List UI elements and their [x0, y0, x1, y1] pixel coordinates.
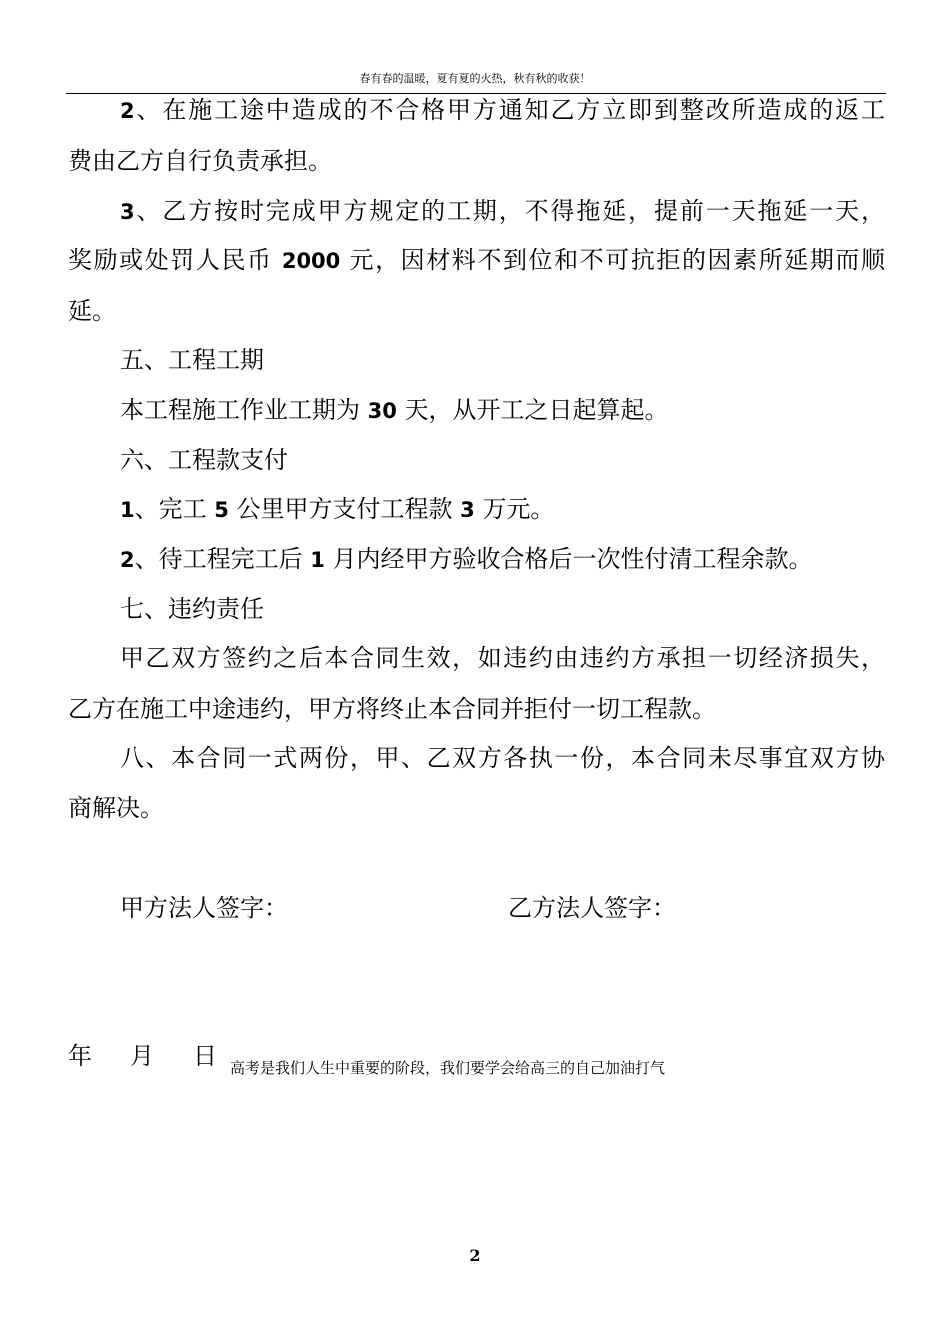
- section6-item1-km: 5: [214, 498, 229, 522]
- item3-line2-post: 元，因材料不到位和不可抗拒的因素所延期而顺: [349, 246, 886, 274]
- section6-item2-pre: 、待工程完工后: [134, 545, 303, 573]
- item3-line2-pre: 奖励或处罚人民币: [68, 246, 273, 274]
- item2-line1: [120, 95, 885, 126]
- item3-number: 3: [120, 200, 135, 224]
- footer-motto: 高考是我们人生中重要的阶段，我们要学会给高三的自己加油打气: [230, 1059, 666, 1077]
- section6-item1-pre: 、完工: [134, 495, 207, 523]
- date-month: 月: [130, 1042, 154, 1070]
- section5-title: 五、工程工期: [120, 346, 264, 374]
- item2-number: 2: [120, 99, 135, 123]
- header-divider: [66, 93, 886, 94]
- item2-text-line1: 、在施工途中造成的不合格甲方通知乙方立即到整改所造成的返工: [134, 96, 885, 124]
- section6-item1: [120, 494, 554, 525]
- item2-line2: 费由乙方自行负责承担。: [68, 147, 332, 175]
- section6-item1-mid: 公里甲方支付工程款: [236, 495, 453, 523]
- section6-item2-post: 月内经甲方验收合格后一次性付清工程余款。: [332, 545, 813, 573]
- date-day: 日: [193, 1042, 217, 1070]
- item3-line2: [68, 245, 885, 276]
- party-b-signature-label: 乙方法人签字：: [508, 894, 676, 922]
- page-number: 2: [469, 1246, 481, 1265]
- section5-text: [120, 395, 669, 426]
- section6-item2: [120, 544, 813, 575]
- section6-item2-number: 2: [120, 548, 135, 572]
- section7-title: 七、违约责任: [120, 595, 264, 623]
- section7-line1: 甲乙双方签约之后本合同生效，如违约由违约方承担一切经济损失，: [120, 644, 885, 672]
- section6-item2-months: 1: [310, 548, 325, 572]
- section6-item1-number: 1: [120, 498, 135, 522]
- item3-text-line1: 、乙方按时完成甲方规定的工期，不得拖延，提前一天拖延一天，: [134, 197, 885, 225]
- date-year: 年: [68, 1042, 92, 1070]
- item3-amount: 2000: [281, 249, 341, 273]
- section5-text-post: 天，从开工之日起算起。: [404, 396, 669, 424]
- section8-line1: 八、本合同一式两份，甲、乙双方各执一份，本合同未尽事宜双方协: [120, 744, 885, 772]
- section5-days: 30: [367, 399, 397, 423]
- section6-item1-post: 万元。: [482, 495, 555, 523]
- section7-line2: 乙方在施工中途违约，甲方将终止本合同并拒付一切工程款。: [68, 695, 716, 723]
- section8-line2: 商解决。: [68, 794, 164, 822]
- section6-title: 六、工程款支付: [120, 446, 288, 474]
- section5-text-pre: 本工程施工作业工期为: [120, 396, 360, 424]
- header-motto: 春有春的温暖，夏有夏的火热，秋有秋的收获！: [359, 72, 591, 85]
- party-a-signature-label: 甲方法人签字：: [120, 894, 288, 922]
- item3-line3: 延。: [68, 297, 116, 325]
- section6-item1-amount: 3: [460, 498, 475, 522]
- item3-line1: [120, 196, 885, 227]
